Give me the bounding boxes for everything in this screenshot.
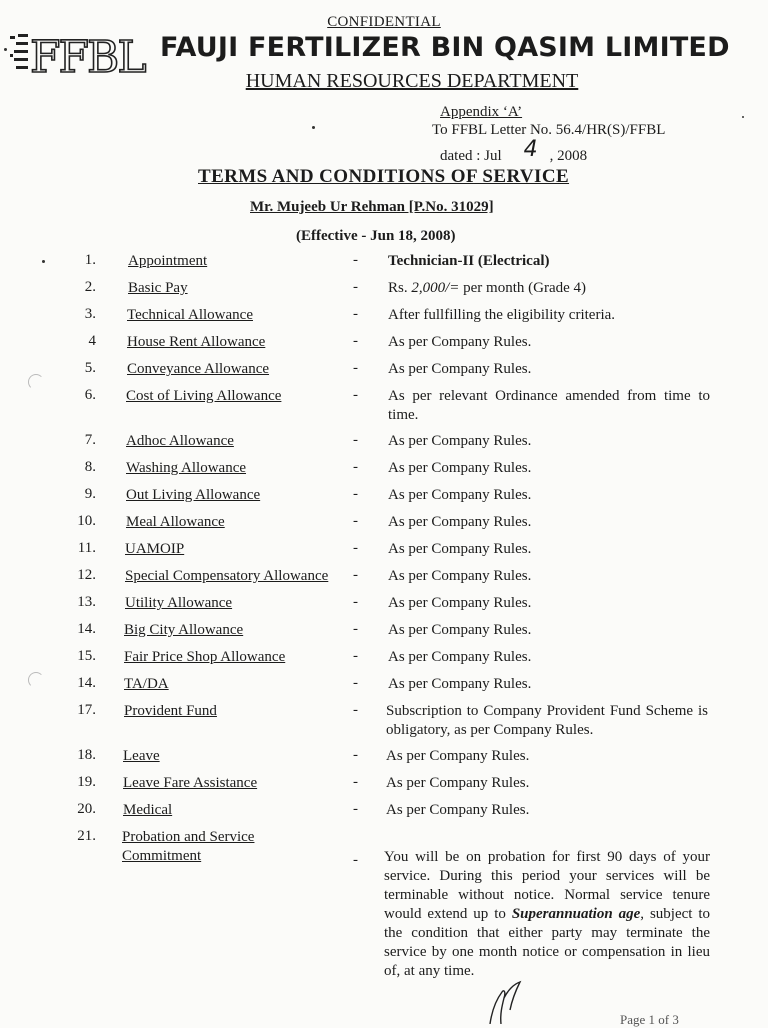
term-dash: - [353,675,358,691]
page-number: Page 1 of 3 [620,1012,679,1027]
letter-number: To FFBL Letter No. 56.4/HR(S)/FFBL [432,122,666,138]
term-dash: - [353,387,358,403]
term-number: 21. [77,828,96,844]
scan-speck [4,48,7,51]
term-label: Cost of Living Allowance [126,388,282,404]
letter-date [440,137,588,166]
term-label: TA/DA [124,676,169,692]
term-dash: - [353,702,358,718]
term-dash: - [353,774,358,790]
term-dash: - [353,486,358,502]
term-number: 20. [77,801,96,817]
term-value: As per Company Rules. [388,514,532,530]
term-dash: - [353,513,358,529]
term-dash: - [353,459,358,475]
term-number: 2. [84,279,96,295]
punch-hole-mark [28,374,44,390]
term-label: Meal Allowance [126,514,225,530]
term-number: 6. [84,387,96,403]
term-label: Basic Pay [128,280,188,296]
term-value: As per Company Rules. [388,460,532,476]
date-suffix: , 2008 [549,148,588,164]
department-name: HUMAN RESOURCES DEPARTMENT [245,70,579,92]
term-value: As per Company Rules. [388,649,532,665]
term-label: Adhoc Allowance [126,433,234,449]
term-label: Leave [123,748,160,764]
term-label: Washing Allowance [126,460,247,476]
term-value: As per Company Rules. [386,748,530,764]
term-label: Fair Price Shop Allowance [124,649,286,665]
term-number: 4 [88,333,96,349]
term-number: 18. [77,747,96,763]
term-label: Leave Fare Assistance [123,775,258,791]
term-number: 3. [84,306,96,322]
term-value: As per Company Rules. [386,775,530,791]
term-value: Technician-II (Electrical) [388,253,550,269]
term-number: 14. [77,675,96,691]
term-value: As per Company Rules. [388,622,532,638]
term-value: As per Company Rules. [388,568,532,584]
term-number: 19. [77,774,96,790]
term-number: 10. [77,513,96,529]
term-label: Utility Allowance [125,595,233,611]
confidential-label: CONFIDENTIAL [327,14,441,30]
term-number: 14. [77,621,96,637]
term-value: As per Company Rules. [388,361,532,377]
term-value: You will be on probation for first 90 days of your service. During this period your services will be terminable without notice. Normal service tenure would extend up to Superannuation age, subject to the condition that either party may terminate the service by one month notice or compensation in lieu of, at any time. [384,849,711,979]
term-dash: - [353,252,358,268]
term-dash: - [353,360,358,376]
term-dash: - [353,594,358,610]
term-value: As per Company Rules. [388,595,532,611]
term-number: 15. [77,648,96,664]
term-value: As per Company Rules. [388,676,532,692]
term-dash: - [353,801,358,817]
term-number: 5. [84,360,96,376]
term-number: 11. [77,540,96,556]
term-dash: - [353,432,358,448]
term-dash: - [353,621,358,637]
term-number: 1. [84,252,96,268]
term-dash: - [353,567,358,583]
scan-speck [742,116,744,118]
term-value: As per Company Rules. [388,433,532,449]
term-number: 7. [84,432,96,448]
punch-hole-mark [28,672,44,688]
term-label: Special Compensatory Allowance [125,568,329,584]
date-prefix: dated : Jul [440,148,502,164]
term-value: After fullfilling the eligibility criteria. [388,307,616,323]
date-day-handwritten: 4 [523,137,538,162]
employee-name: Mr. Mujeeb Ur Rehman [P.No. 31029] [250,199,494,215]
term-number: 9. [84,486,96,502]
effective-date: (Effective - Jun 18, 2008) [296,228,456,244]
scan-speck [42,260,45,263]
term-number: 8. [84,459,96,475]
term-label: Appointment [128,253,208,269]
term-label: Out Living Allowance [126,487,261,503]
term-dash: - [353,333,358,349]
term-value: As per relevant Ordinance amended from time to time. [388,388,710,423]
term-label: UAMOIP [125,541,185,557]
term-dash: - [353,306,358,322]
term-number: 17. [77,702,96,718]
term-label: Probation and Service Commitment [122,829,255,864]
term-value: As per Company Rules. [388,541,532,557]
appendix-label: Appendix ‘A’ [440,104,523,120]
signature-mark [486,980,526,1024]
term-value: Rs. 2,000/= per month (Grade 4) [388,280,587,296]
scan-speck [312,126,315,129]
term-dash: - [353,852,358,868]
superannuation-age: Superannuation age [511,906,641,922]
term-dash: - [353,279,358,295]
term-label: Conveyance Allowance [127,361,270,377]
term-value: As per Company Rules. [388,334,532,350]
term-number: 13. [77,594,96,610]
term-label: Big City Allowance [124,622,244,638]
term-dash: - [353,648,358,664]
svg-text:FFBL: FFBL [30,32,145,80]
document-title: TERMS AND CONDITIONS OF SERVICE [198,166,570,187]
term-number: 12. [77,567,96,583]
basic-pay-amount: 2,000/= [411,280,460,296]
term-value: Subscription to Company Provident Fund Scheme is obligatory, as per Company Rules. [386,703,708,738]
term-value: As per Company Rules. [386,802,530,818]
term-label: House Rent Allowance [127,334,266,350]
term-dash: - [353,540,358,556]
term-dash: - [353,747,358,763]
term-label: Provident Fund [124,703,217,719]
term-label: Technical Allowance [127,307,253,323]
company-name: FAUJI FERTILIZER BIN QASIM LIMITED [160,32,730,63]
term-value: As per Company Rules. [388,487,532,503]
term-label: Medical [123,802,173,818]
